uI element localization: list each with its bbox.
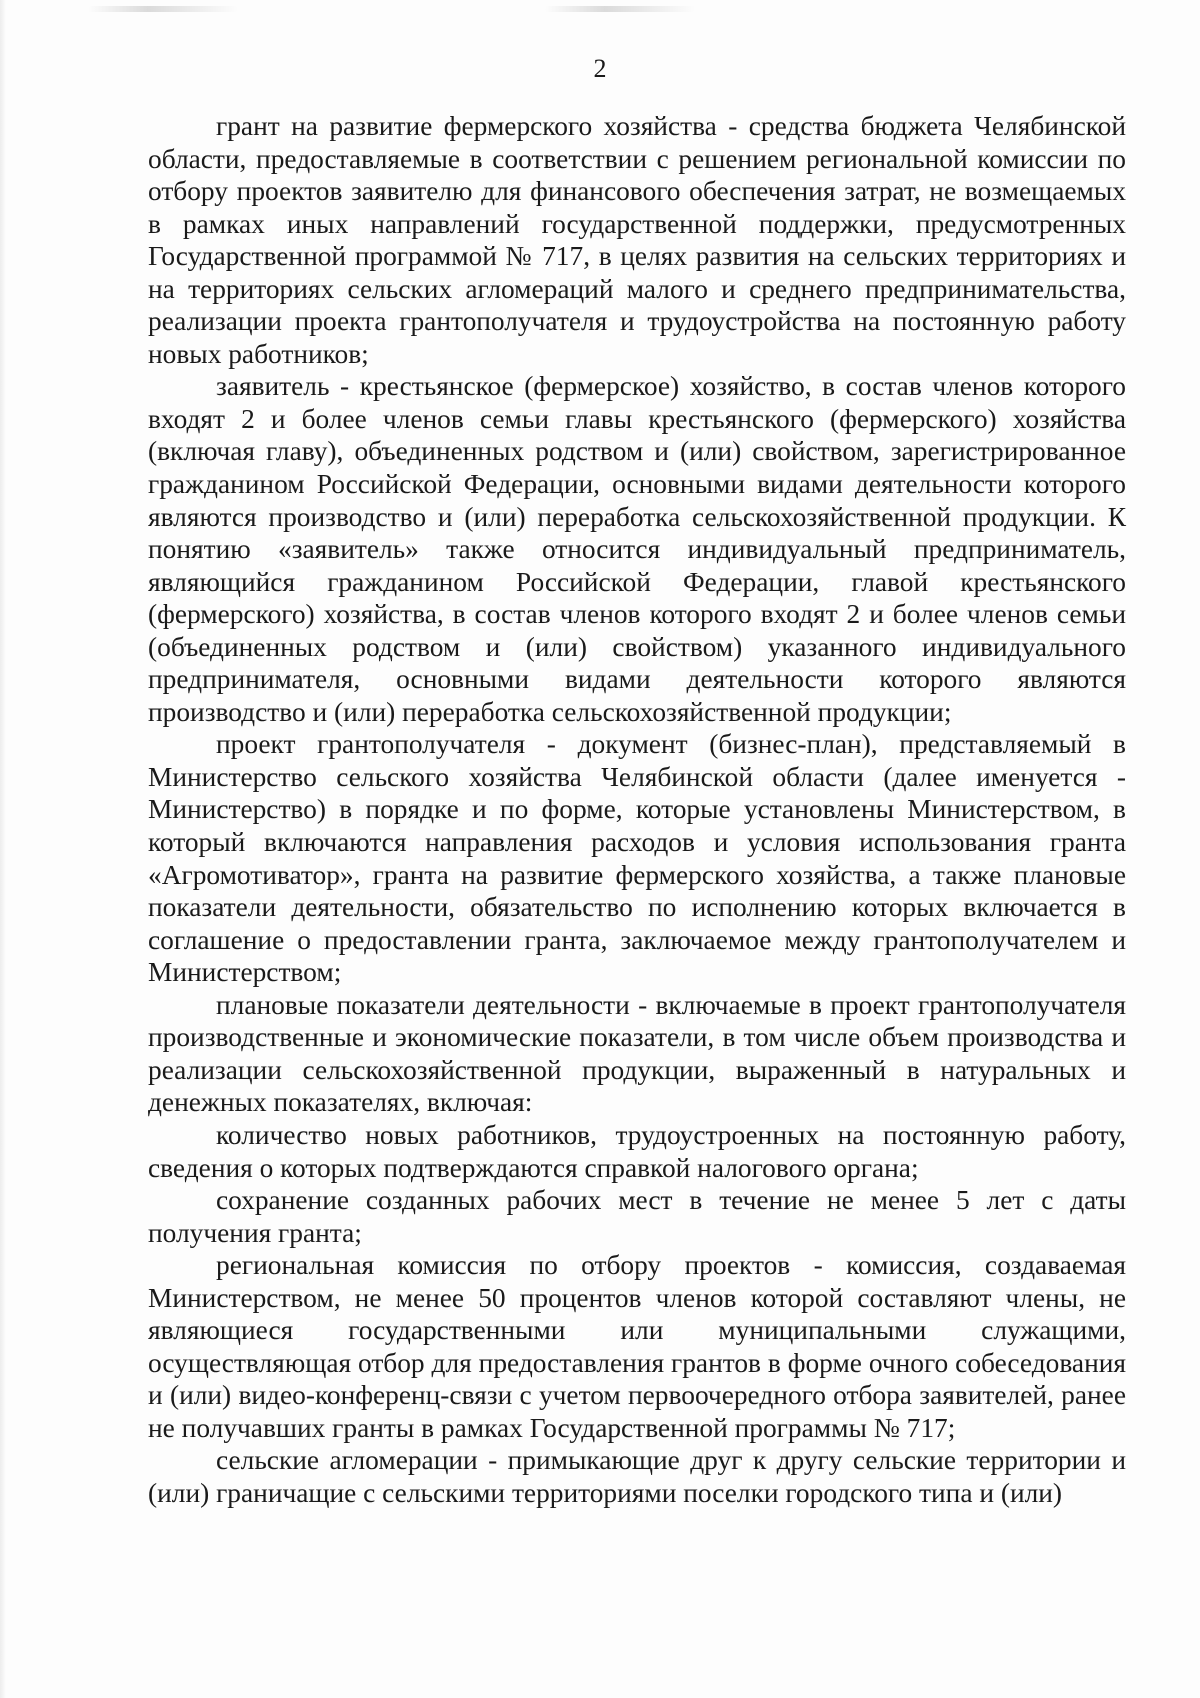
paragraph-planned-indicators: плановые показатели деятельности - включаемые в проект грантополучателя производственные и экономические показатели, в том числе объем производства и реализации сельскохозяйственной продукции, выраженный в натуральных и денежных показателях, включая: — [148, 989, 1126, 1118]
page-number: 2 — [593, 54, 607, 83]
paragraph-applicant-definition: заявитель - крестьянское (фермерское) хозяйство, в состав членов которого входят 2 и более членов семьи главы крестьянского (фермерского) хозяйства (включая главу), объединенных родством и (или) свойством, зарегистрированное гражданином Российской Федерации, основными видами деятельности которого являются производство и (или) переработка сельскохозяйственной продукции. К понятию «заявитель» также относится индивидуальный предприниматель, являющийся гражданином Российской Федерации, главой крестьянского (фермерского) хозяйства, в состав членов которого входят 2 и более членов семьи (объединенных родством и (или) свойством) указанного индивидуального предпринимателя, основными видами деятельности которого являются производство и (или) переработка сельскохозяйственной продукции; — [148, 371, 1126, 727]
paragraph-regional-commission: региональная комиссия по отбору проектов - комиссия, создаваемая Министерством, не менее 50 процентов членов которой составляют члены, не являющиеся государственными или муниципальными служащими, осуществляющая отбор для предоставления грантов в форме очного собеседования и (или) видео-конференц-связи с учетом первоочередного отбора заявителей, ранее не получавших гранты в рамках Государственной программы № 717; — [148, 1250, 1126, 1443]
paragraph-new-workers: количество новых работников, трудоустроенных на постоянную работу, сведения о которых подтверждаются справкой налогового органа; — [148, 1119, 1126, 1183]
scan-artifact-left — [88, 6, 238, 12]
scan-artifact-center — [545, 6, 695, 12]
paragraph-project-definition: проект грантополучателя - документ (бизнес-план), представляемый в Министерство сельского хозяйства Челябинской области (далее именуется - Министерство) в порядке и по форме, которые установлены Министерством, в который включаются направления расходов и условия использования гранта «Агромотиватор», гранта на развитие фермерского хозяйства, а также плановые показатели деятельности, обязательство по исполнению которых включается в соглашение о предоставлении гранта, заключаемое между грантополучателем и Министерством; — [148, 729, 1126, 988]
paragraph-jobs-retention: сохранение созданных рабочих мест в течение не менее 5 лет с даты получения гранта; — [148, 1185, 1126, 1248]
paragraph-grant-definition: грант на развитие фермерского хозяйства - средства бюджета Челябинской области, предоставляемые в соответствии с решением региональной комиссии по отбору проектов заявителю для финансового обеспечения затрат, не возмещаемых в рамках иных направлений государственной поддержки, предусмотренных Государственной программой № 717, в целях развития на сельских территориях и на территориях сельских агломераций малого и среднего предпринимательства, реализации проекта грантополучателя и трудоустройства на постоянную работу новых работников; — [148, 111, 1126, 369]
scan-edge-shadow — [0, 0, 6, 1698]
document-body — [148, 110, 1126, 1510]
paragraph-rural-agglomerations: сельские агломерации - примыкающие друг к другу сельские территории и (или) граничащие с сельскими территориями поселки городского типа и (или) — [148, 1445, 1126, 1508]
